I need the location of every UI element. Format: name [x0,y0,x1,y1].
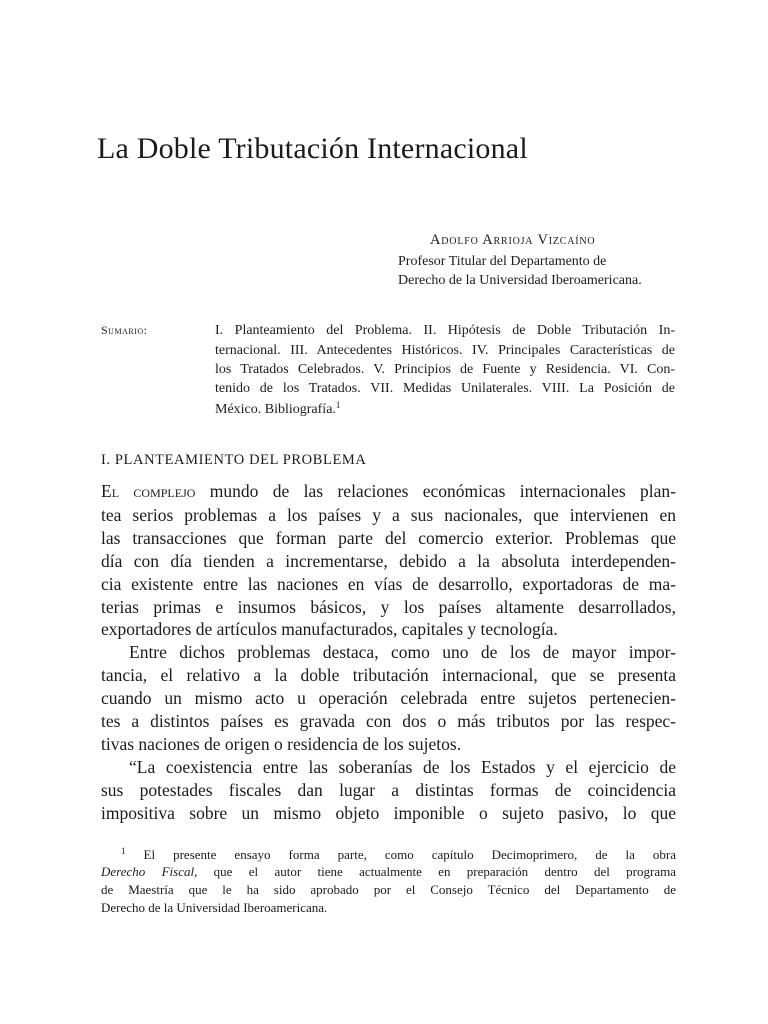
summary-line: tenido de los Tratados. VII. Medidas Unilaterales. VIII. La Posición de [215,381,675,396]
body-line: tancia, el relativo a la doble tributación internacional, que se presenta [101,665,676,685]
summary-line: los Tratados Celebrados. V. Principios de Fuente y Residencia. VI. Con- [215,362,675,377]
body-line: día con día tienden a incrementarse, debido a la absoluta interdependen- [101,551,676,571]
body-line: “La coexistencia entre las soberanías de los Estados y el ejercicio de [129,757,676,777]
section-heading: I. PLANTEAMIENTO DEL PROBLEMA [101,452,367,468]
summary-text: México. Bibliografía. [215,402,336,417]
article-title: La Doble Tributación Internacional [97,132,528,165]
opening-words: El complejo [101,481,196,501]
body-line: las transacciones que forman parte del comercio exterior. Problemas que [101,528,676,548]
body-text: mundo de las relaciones económicas internacionales plan- [195,481,677,501]
body-line: impositiva sobre un mismo objeto imponible o sujeto pasivo, lo que [101,803,676,823]
body-line: tea serios problemas a los países y a sus nacionales, que intervienen en [101,505,676,525]
summary-line: I. Planteamiento del Problema. II. Hipótesis de Doble Tributación In- [215,323,675,338]
footnote-line: Derecho de la Universidad Iberoamericana. [101,900,328,915]
author-name: Adolfo Arrioja Vizcaíno [430,232,596,248]
footnote-line [101,864,676,880]
footnote-line: de Maestría que le ha sido aprobado por el Consejo Técnico del Departamento de [101,882,676,897]
body-line: terias primas e insumos básicos, y los países altamente desarrollados, [101,597,676,617]
body-line: Entre dichos problemas destaca, como uno de los de mayor impor- [129,642,676,662]
footnote-work-title: Derecho Fiscal, [101,864,198,879]
body-line: tes a distintos países es gravada con dos o más tributos por las respec- [101,711,676,731]
author-affiliation-line: Derecho de la Universidad Iberoamericana. [398,273,642,288]
body-line: cia existente entre las naciones en vías de desarrollo, exportadoras de ma- [101,574,676,594]
body-line: tivas naciones de origen o residencia de los sujetos. [101,734,462,754]
body-line [101,481,676,502]
body-line: sus potestades fiscales dan lugar a distintas formas de coincidencia [101,780,676,800]
footnote-text: que el autor tiene actualmente en preparación dentro del programa [213,864,676,879]
body-line: exportadores de artículos manufacturados, capitales y tecnología. [101,619,558,639]
author-affiliation-line: Profesor Titular del Departamento de [398,254,607,269]
footnote-reference: 1 [335,400,341,410]
footnote-text: El presente ensayo forma parte, como capítulo Decimoprimero, de la obra [143,847,677,862]
summary-line-last [215,400,675,418]
body-line: cuando un mismo acto u operación celebrada entre sujetos pertenecien- [101,688,676,708]
summary-label: Sumario: [101,323,148,337]
footnote-line [121,846,676,863]
summary-line: ternacional. III. Antecedentes Históricos. IV. Principales Características de [215,343,675,358]
footnote-number: 1 [121,846,126,856]
